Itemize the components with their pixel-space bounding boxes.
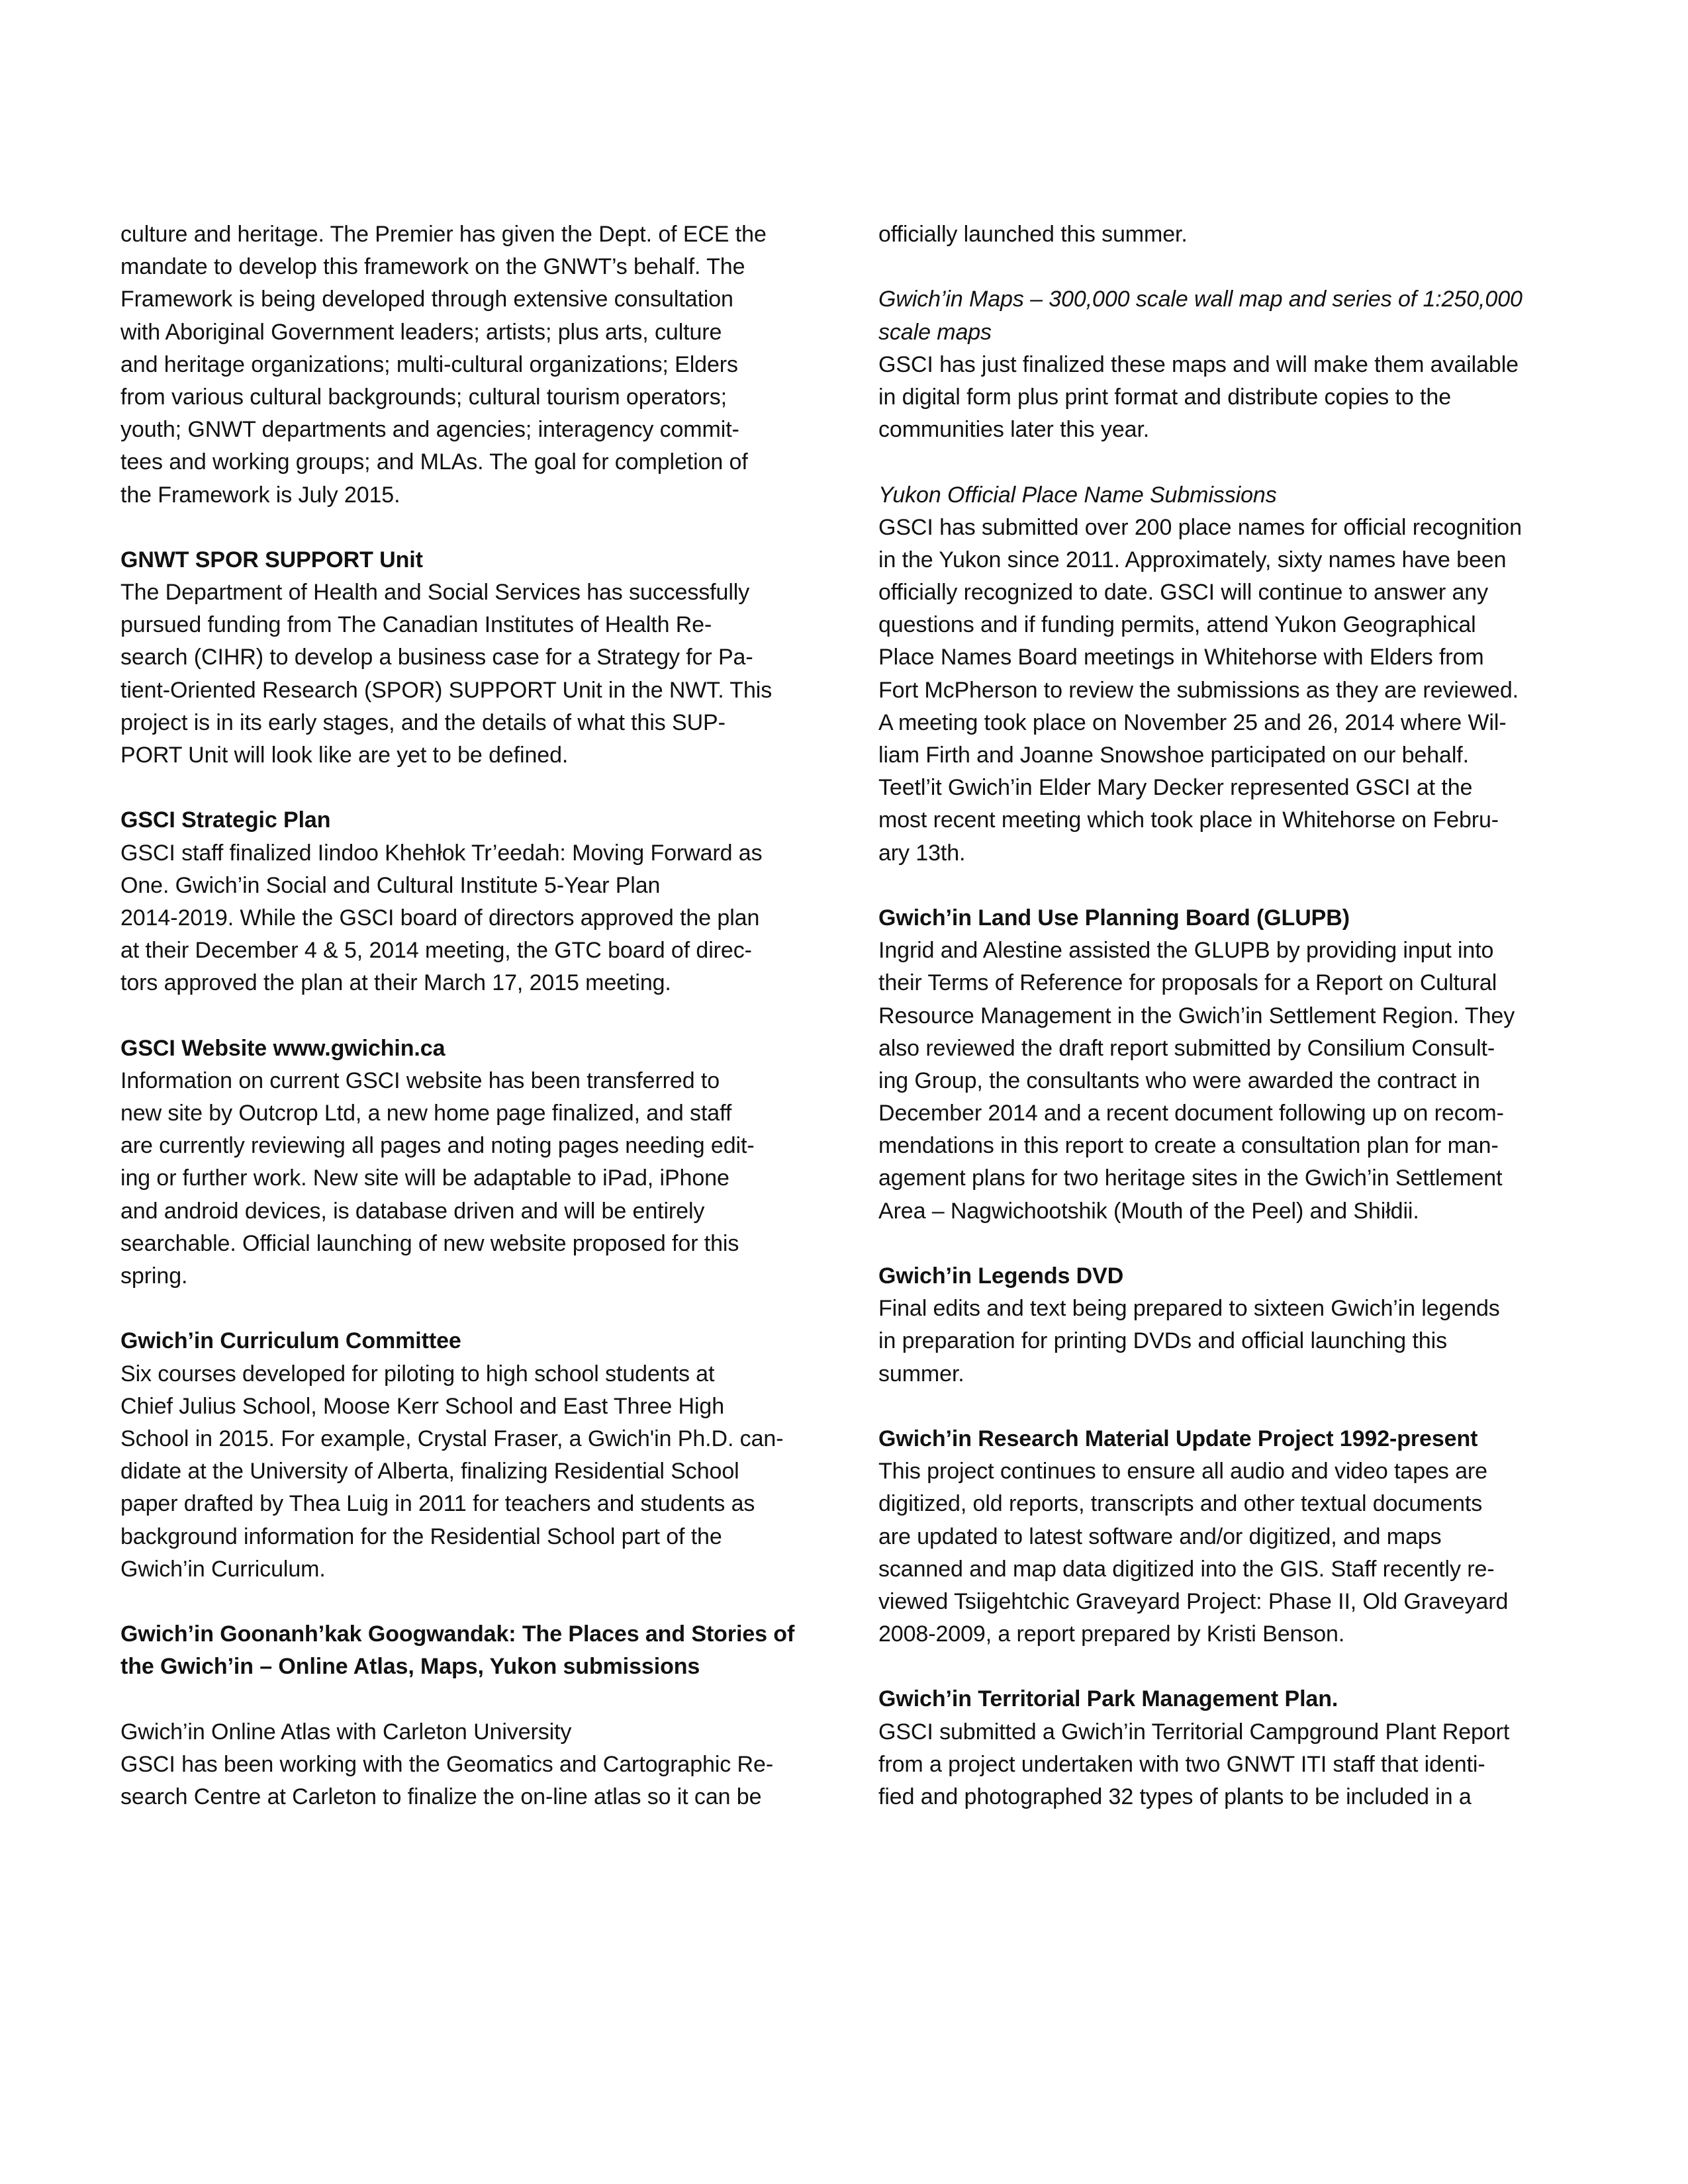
paragraph-spacer	[120, 512, 849, 544]
text-line: scale maps	[878, 319, 992, 345]
text-line: GSCI Strategic Plan	[120, 807, 331, 833]
body-paragraph	[878, 349, 1607, 447]
text-line: digitized, old reports, transcripts and other textual documents	[878, 1491, 1483, 1517]
text-line: 2014-2019. While the GSCI board of directors approved the plan	[120, 905, 760, 931]
text-line: Gwich’in Online Atlas with Carleton University	[120, 1719, 572, 1745]
paragraph-spacer	[120, 1683, 849, 1715]
text-line: ing Group, the consultants who were awarded the contract in	[878, 1068, 1480, 1093]
body-paragraph	[878, 1716, 1607, 1814]
text-line: tient-Oriented Research (SPOR) SUPPORT Unit in the NWT. This	[120, 677, 773, 703]
text-line: paper drafted by Thea Luig in 2011 for teachers and students as	[120, 1491, 755, 1517]
body-paragraph	[120, 218, 849, 512]
body-paragraph	[878, 512, 1607, 870]
text-line: and android devices, is database driven and will be entirely	[120, 1198, 705, 1224]
text-line: culture and heritage. The Premier has given the Dept. of ECE the	[120, 222, 767, 247]
body-paragraph	[120, 1358, 849, 1586]
text-line: their Terms of Reference for proposals for a Report on Cultural	[878, 970, 1497, 996]
text-line: GSCI has been working with the Geomatics and Cartographic Re-	[120, 1751, 774, 1777]
paragraph-spacer	[878, 446, 1607, 478]
text-line: from various cultural backgrounds; cultural tourism operators;	[120, 384, 727, 410]
text-line: ary 13th.	[878, 840, 966, 866]
text-line: Gwich’in Maps – 300,000 scale wall map and series of 1:250,000	[878, 287, 1523, 312]
section-heading	[120, 544, 849, 576]
section-heading	[120, 1618, 849, 1683]
text-line: Place Names Board meetings in Whitehorse with Elders from	[878, 645, 1484, 670]
body-paragraph	[120, 1716, 849, 1814]
right-column	[878, 218, 1607, 1813]
text-line: Teetl’it Gwich’in Elder Mary Decker represented GSCI at the	[878, 775, 1473, 801]
text-line: also reviewed the draft report submitted by Consilium Consult-	[878, 1035, 1495, 1061]
text-line: GSCI Website www.gwichin.ca	[120, 1035, 445, 1061]
text-line: in the Yukon since 2011. Approximately, sixty names have been	[878, 547, 1507, 572]
paragraph-spacer	[878, 1228, 1607, 1260]
text-line: most recent meeting which took place in Whitehorse on Febru-	[878, 807, 1499, 833]
text-line: search (CIHR) to develop a business case for a Strategy for Pa-	[120, 645, 753, 670]
section-subheading	[878, 479, 1607, 512]
text-line: Yukon Official Place Name Submissions	[878, 482, 1277, 508]
text-line: search Centre at Carleton to finalize the on-line atlas so it can be	[120, 1784, 762, 1809]
section-heading	[878, 1683, 1607, 1715]
paragraph-spacer	[878, 1651, 1607, 1683]
text-line: Gwich’in Legends DVD	[878, 1263, 1124, 1289]
text-line: GNWT SPOR SUPPORT Unit	[120, 547, 423, 572]
text-line: Resource Management in the Gwich’in Settlement Region. They	[878, 1003, 1515, 1028]
section-heading	[120, 1032, 849, 1065]
text-line: pursued funding from The Canadian Institutes of Health Re-	[120, 612, 712, 638]
text-line: Fort McPherson to review the submissions as they are reviewed.	[878, 677, 1519, 703]
text-line: GSCI submitted a Gwich’in Territorial Campground Plant Report	[878, 1719, 1510, 1745]
text-line: ing or further work. New site will be adaptable to iPad, iPhone	[120, 1165, 729, 1191]
text-line: background information for the Residential School part of the	[120, 1524, 722, 1549]
body-paragraph	[120, 576, 849, 772]
text-line: GSCI staff finalized Iindoo Khehłok Tr’eedah: Moving Forward as	[120, 840, 763, 866]
paragraph-spacer	[878, 870, 1607, 902]
paragraph-spacer	[878, 251, 1607, 283]
text-line: the Gwich’in – Online Atlas, Maps, Yukon submissions	[120, 1654, 700, 1680]
text-line: Information on current GSCI website has been transferred to	[120, 1068, 720, 1093]
text-line: One. Gwich’in Social and Cultural Institute 5-Year Plan	[120, 872, 661, 898]
section-subheading	[878, 283, 1607, 348]
text-line: and heritage organizations; multi-cultural organizations; Elders	[120, 351, 738, 377]
paragraph-spacer	[878, 1390, 1607, 1423]
text-line: 2008-2009, a report prepared by Kristi Benson.	[878, 1621, 1345, 1647]
text-line: This project continues to ensure all audio and video tapes are	[878, 1459, 1487, 1484]
text-line: questions and if funding permits, attend Yukon Geographical	[878, 612, 1476, 638]
body-paragraph	[878, 1293, 1607, 1390]
section-heading	[120, 1325, 849, 1357]
text-line: mendations in this report to create a consultation plan for man-	[878, 1133, 1499, 1159]
section-heading	[878, 902, 1607, 934]
paragraph-spacer	[120, 1000, 849, 1032]
text-line: are updated to latest software and/or digitized, and maps	[878, 1524, 1442, 1549]
text-line: Gwich’in Curriculum Committee	[120, 1328, 461, 1354]
text-line: School in 2015. For example, Crystal Fraser, a Gwich'in Ph.D. can-	[120, 1426, 784, 1451]
text-line: new site by Outcrop Ltd, a new home page finalized, and staff	[120, 1101, 732, 1126]
text-line: are currently reviewing all pages and noting pages needing edit-	[120, 1133, 755, 1159]
text-line: agement plans for two heritage sites in the Gwich’in Settlement	[878, 1165, 1503, 1191]
text-line: Ingrid and Alestine assisted the GLUPB by providing input into	[878, 938, 1494, 964]
text-line: with Aboriginal Government leaders; artists; plus arts, culture	[120, 319, 722, 345]
body-paragraph	[878, 1455, 1607, 1651]
text-line: Final edits and text being prepared to sixteen Gwich’in legends	[878, 1296, 1500, 1322]
text-line: GSCI has submitted over 200 place names for official recognition	[878, 514, 1522, 540]
text-line: scanned and map data digitized into the GIS. Staff recently re-	[878, 1556, 1495, 1582]
body-paragraph	[878, 934, 1607, 1228]
text-line: the Framework is July 2015.	[120, 482, 400, 508]
body-paragraph	[120, 837, 849, 1000]
text-line: Gwich’in Curriculum.	[120, 1556, 326, 1582]
text-line: PORT Unit will look like are yet to be defined.	[120, 743, 569, 768]
text-line: Six courses developed for piloting to high school students at	[120, 1361, 715, 1387]
text-line: Gwich’in Territorial Park Management Plan.	[878, 1686, 1338, 1712]
body-paragraph	[120, 1065, 849, 1293]
text-line: summer.	[878, 1361, 964, 1387]
text-line: tees and working groups; and MLAs. The goal for completion of	[120, 449, 748, 475]
text-line: Gwich’in Goonanh’kak Googwandak: The Places and Stories of	[120, 1621, 795, 1647]
text-line: youth; GNWT departments and agencies; interagency commit-	[120, 417, 739, 443]
text-line: fied and photographed 32 types of plants to be included in a	[878, 1784, 1472, 1809]
paragraph-spacer	[120, 772, 849, 804]
paragraph-spacer	[120, 1293, 849, 1325]
text-line: project is in its early stages, and the details of what this SUP-	[120, 709, 726, 735]
text-line: didate at the University of Alberta, finalizing Residential School	[120, 1459, 739, 1484]
text-line: from a project undertaken with two GNWT ITI staff that identi-	[878, 1751, 1485, 1777]
text-line: in preparation for printing DVDs and official launching this	[878, 1328, 1447, 1354]
paragraph-spacer	[120, 1586, 849, 1618]
text-line: The Department of Health and Social Services has successfully	[120, 580, 750, 606]
section-heading	[120, 804, 849, 837]
text-line: December 2014 and a recent document following up on recom-	[878, 1101, 1504, 1126]
text-line: spring.	[120, 1263, 188, 1289]
text-line: A meeting took place on November 25 and 26, 2014 where Wil-	[878, 709, 1507, 735]
text-line: Gwich’in Research Material Update Project 1992-present	[878, 1426, 1478, 1451]
text-line: Chief Julius School, Moose Kerr School and East Three High	[120, 1393, 725, 1419]
text-line: Gwich’in Land Use Planning Board (GLUPB)	[878, 905, 1350, 931]
text-line: communities later this year.	[878, 417, 1150, 443]
text-line: tors approved the plan at their March 17, 2015 meeting.	[120, 970, 671, 996]
body-paragraph	[878, 218, 1607, 251]
text-line: officially launched this summer.	[878, 222, 1188, 247]
text-line: searchable. Official launching of new website proposed for this	[120, 1230, 739, 1256]
text-line: Area – Nagwichootshik (Mouth of the Peel) and Shiłdii.	[878, 1198, 1419, 1224]
text-line: at their December 4 & 5, 2014 meeting, the GTC board of direc-	[120, 938, 752, 964]
text-line: Framework is being developed through extensive consultation	[120, 287, 733, 312]
left-column	[120, 218, 849, 1813]
text-line: mandate to develop this framework on the GNWT’s behalf. The	[120, 254, 745, 280]
text-line: liam Firth and Joanne Snowshoe participated on our behalf.	[878, 743, 1469, 768]
text-line: in digital form plus print format and distribute copies to the	[878, 384, 1452, 410]
section-heading	[878, 1423, 1607, 1455]
text-line: GSCI has just finalized these maps and will make them available	[878, 351, 1519, 377]
text-line: officially recognized to date. GSCI will continue to answer any	[878, 580, 1488, 606]
section-heading	[878, 1260, 1607, 1293]
text-line: viewed Tsiigehtchic Graveyard Project: Phase II, Old Graveyard	[878, 1588, 1509, 1614]
